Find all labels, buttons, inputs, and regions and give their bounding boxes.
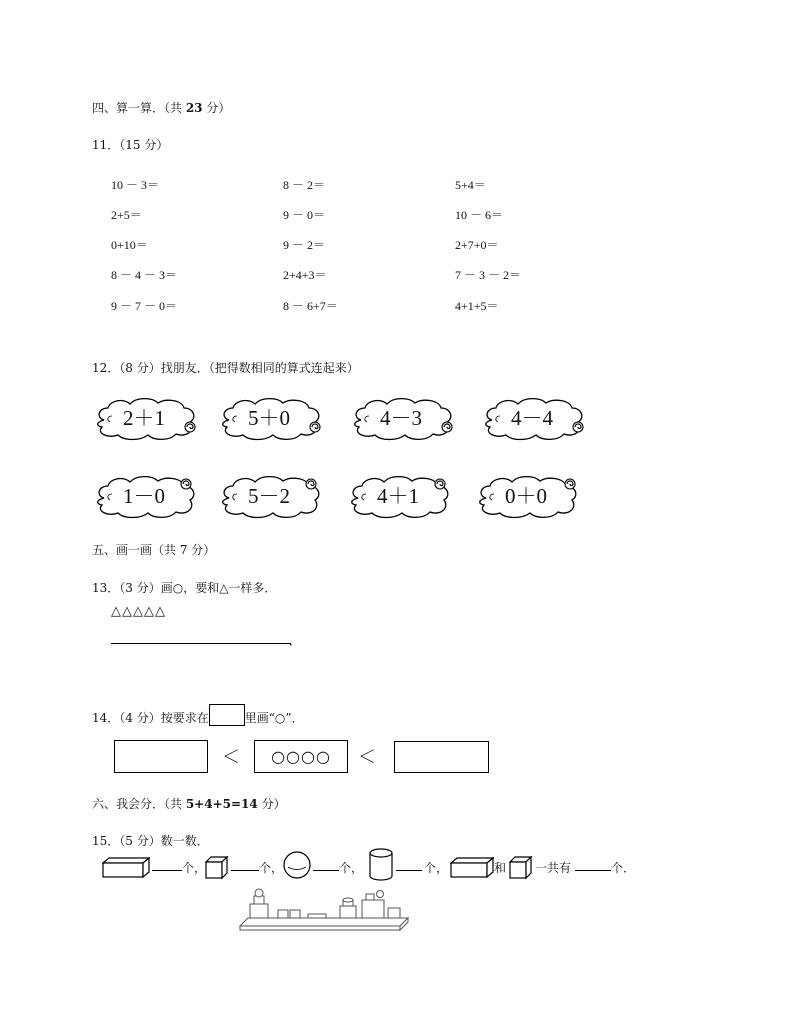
cloud-bottom-1[interactable] [94, 474, 200, 518]
cloud-bottom-2-label: 5－2 [248, 484, 290, 508]
q14-header-post: 里画“○”． [244, 711, 304, 725]
cloud-bottom-1-label: 1－0 [123, 484, 165, 508]
q11-r4-c1: 8 － 4 － 3＝ [111, 268, 178, 282]
q11-r5-c2: 8 － 6+7＝ [283, 299, 338, 313]
q15-and: 和 [494, 861, 507, 875]
q11-r1-c3: 5+4＝ [455, 178, 486, 192]
q11-header: 11．（15 分） [92, 138, 169, 152]
q11-r5-c3: 4+1+5＝ [455, 299, 499, 313]
shapes-model-illustration [238, 888, 414, 932]
q11-r4-c3: 7 － 3 － 2＝ [455, 268, 522, 282]
cloud-top-4[interactable] [482, 396, 588, 440]
section-4-title-text: 四、算一算．（共 [92, 101, 186, 115]
q15-unit-1: 个， [182, 861, 207, 875]
q14-inline-box [209, 704, 245, 726]
cube-icon-2 [509, 856, 533, 880]
q15-blank-5[interactable] [575, 858, 611, 871]
cuboid-icon-2 [450, 857, 494, 879]
q11-r1-c2: 8 － 2＝ [283, 178, 326, 192]
q15-unit-4: 个， [424, 861, 449, 875]
q15-header: 15．（5 分）数一数． [92, 834, 209, 848]
q14-header-pre: 14．（4 分）按要求在 [92, 711, 209, 725]
cloud-top-3[interactable] [351, 396, 457, 440]
cloud-bottom-4[interactable] [476, 474, 582, 518]
q15-blank-1[interactable] [152, 858, 182, 871]
q14-less-than-1: ＜ [222, 747, 240, 768]
q13-header: 13．（3 分）画○，要和△一样多． [92, 581, 277, 595]
q13-end-mark: ． [289, 634, 302, 648]
section-4-points: 23 [185, 101, 203, 115]
q15-unit-5: 个． [611, 861, 636, 875]
q11-r3-c1: 0+10＝ [111, 238, 148, 252]
q15-unit-3: 个， [339, 861, 364, 875]
cloud-bottom-3-label: 4＋1 [377, 484, 419, 508]
section-4-suffix: 分） [202, 101, 231, 115]
cloud-top-3-label: 4－3 [380, 406, 422, 430]
q14-box-right[interactable] [394, 741, 489, 773]
q14-header [92, 704, 303, 726]
q11-r2-c3: 10 － 6＝ [455, 208, 504, 222]
q15-blank-4[interactable] [396, 858, 422, 871]
sphere-icon [282, 850, 312, 880]
q11-r3-c3: 2+7+0＝ [455, 238, 499, 252]
q11-r2-c2: 9 － 0＝ [283, 208, 326, 222]
section-6-title-text: 六、我会分．（共 [92, 797, 186, 811]
cloud-top-1[interactable] [94, 396, 200, 440]
cloud-bottom-4-label: 0＋0 [505, 484, 547, 508]
cloud-top-1-label: 2＋1 [123, 406, 165, 430]
section-6-suffix: 分） [257, 797, 286, 811]
q11-r4-c2: 2+4+3＝ [283, 268, 327, 282]
q11-r1-c1: 10 － 3＝ [111, 178, 160, 192]
q11-r3-c2: 9 － 2＝ [283, 238, 326, 252]
cuboid-icon [102, 857, 150, 879]
section-4-title [92, 99, 230, 116]
section-6-points: 5+4+5=14 [185, 797, 258, 811]
cloud-bottom-3[interactable] [348, 474, 454, 518]
q11-r5-c1: 9 － 7 － 0＝ [111, 299, 178, 313]
q12-header: 12．（8 分）找朋友．（把得数相同的算式连起来） [92, 361, 359, 375]
q11-r2-c1: 2+5＝ [111, 208, 142, 222]
cloud-bottom-2[interactable] [219, 474, 325, 518]
q13-triangles: △△△△△ [111, 604, 166, 619]
cloud-top-4-label: 4－4 [511, 406, 553, 430]
q14-box-middle [254, 740, 348, 773]
section-6-title [92, 795, 286, 812]
section-5-title: 五、画一画（共 7 分） [92, 543, 216, 557]
q15-blank-2[interactable] [231, 858, 259, 871]
q13-answer-line[interactable] [111, 643, 291, 644]
cloud-top-2-label: 5＋0 [248, 406, 290, 430]
q15-total-label: 一共有 [535, 861, 572, 875]
q14-middle-circles: ○○○○ [271, 747, 331, 766]
cylinder-icon [368, 848, 394, 882]
cloud-top-2[interactable] [219, 396, 325, 440]
q15-unit-2: 个， [259, 861, 284, 875]
cube-icon [205, 856, 229, 880]
q15-blank-3[interactable] [313, 858, 339, 871]
q14-box-left[interactable] [114, 740, 208, 773]
q14-less-than-2: ＜ [358, 747, 376, 768]
